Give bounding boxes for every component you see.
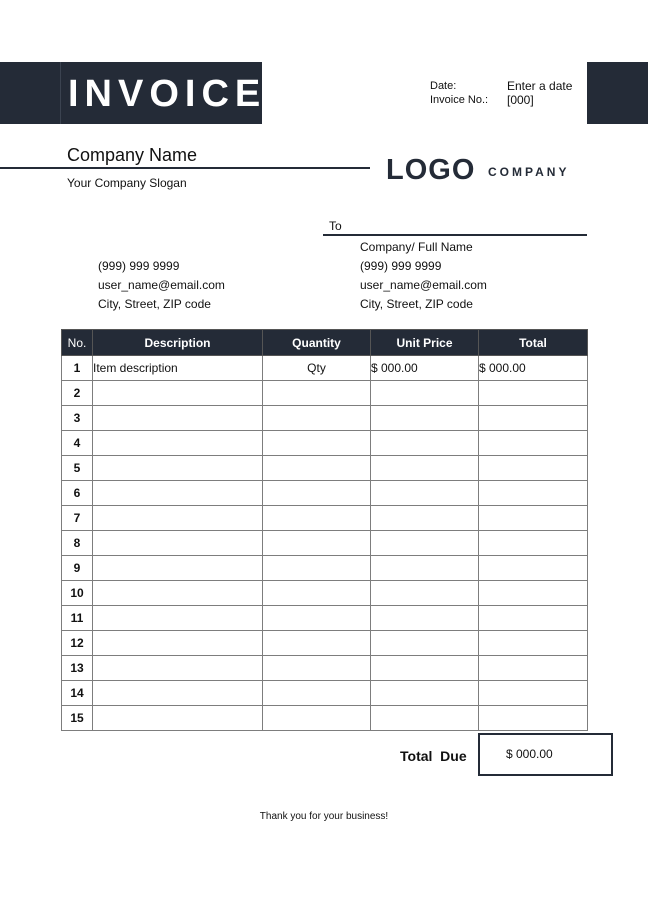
table-row [62, 531, 588, 556]
table-row [62, 706, 588, 731]
item-total-cell[interactable] [479, 481, 588, 506]
item-description-cell[interactable]: Item description [93, 356, 263, 381]
item-number-cell: 1 [62, 356, 93, 381]
item-quantity-cell[interactable] [263, 681, 371, 706]
invoice-number-value[interactable]: [000] [507, 93, 534, 107]
table-header-row [62, 330, 588, 356]
item-total-cell[interactable] [479, 656, 588, 681]
item-total-cell[interactable] [479, 556, 588, 581]
item-number-cell: 2 [62, 381, 93, 406]
item-number-cell: 7 [62, 506, 93, 531]
item-unit-price-cell[interactable] [371, 406, 479, 431]
item-unit-price-cell[interactable] [371, 556, 479, 581]
item-unit-price-cell[interactable] [371, 681, 479, 706]
item-total-cell[interactable] [479, 506, 588, 531]
item-total-cell[interactable] [479, 581, 588, 606]
header-accent-block [587, 62, 648, 124]
item-unit-price-cell[interactable] [371, 581, 479, 606]
item-quantity-cell[interactable] [263, 456, 371, 481]
company-logo-subtitle: COMPANY [488, 165, 570, 179]
item-number-cell: 9 [62, 556, 93, 581]
column-header-description: Description [93, 330, 263, 356]
item-quantity-cell[interactable]: Qty [263, 356, 371, 381]
item-unit-price-cell[interactable] [371, 431, 479, 456]
item-number-cell: 11 [62, 606, 93, 631]
item-number-cell: 5 [62, 456, 93, 481]
item-description-cell[interactable] [93, 706, 263, 731]
item-quantity-cell[interactable] [263, 706, 371, 731]
item-unit-price-cell[interactable] [371, 706, 479, 731]
item-number-cell: 6 [62, 481, 93, 506]
item-description-cell[interactable] [93, 456, 263, 481]
invoice-number-label: Invoice No.: [430, 94, 489, 106]
item-number-cell: 4 [62, 431, 93, 456]
item-description-cell[interactable] [93, 431, 263, 456]
column-header-quantity: Quantity [263, 330, 371, 356]
table-row [62, 456, 588, 481]
item-quantity-cell[interactable] [263, 531, 371, 556]
table-row [62, 581, 588, 606]
company-slogan[interactable]: Your Company Slogan [67, 176, 187, 190]
item-total-cell[interactable] [479, 681, 588, 706]
item-description-cell[interactable] [93, 656, 263, 681]
item-total-cell[interactable] [479, 531, 588, 556]
item-unit-price-cell[interactable] [371, 481, 479, 506]
column-header-unit-price: Unit Price [371, 330, 479, 356]
table-row [62, 481, 588, 506]
item-total-cell[interactable] [479, 631, 588, 656]
item-quantity-cell[interactable] [263, 656, 371, 681]
item-number-cell: 14 [62, 681, 93, 706]
item-description-cell[interactable] [93, 506, 263, 531]
invoice-title-bar [0, 62, 267, 124]
item-description-cell[interactable] [93, 556, 263, 581]
item-number-cell: 8 [62, 531, 93, 556]
item-quantity-cell[interactable] [263, 506, 371, 531]
item-total-cell[interactable] [479, 706, 588, 731]
company-logo: LOGO [386, 154, 476, 186]
table-row [62, 606, 588, 631]
sender-phone[interactable]: (999) 999 9999 [98, 259, 180, 273]
column-header-no: No. [62, 330, 93, 356]
item-quantity-cell[interactable] [263, 406, 371, 431]
item-unit-price-cell[interactable] [371, 656, 479, 681]
item-number-cell: 13 [62, 656, 93, 681]
item-description-cell[interactable] [93, 581, 263, 606]
date-label: Date: [430, 80, 457, 92]
recipient-address[interactable]: City, Street, ZIP code [360, 297, 473, 311]
item-quantity-cell[interactable] [263, 556, 371, 581]
table-row [62, 381, 588, 406]
item-quantity-cell[interactable] [263, 631, 371, 656]
company-name[interactable]: Company Name [67, 145, 198, 165]
item-quantity-cell[interactable] [263, 581, 371, 606]
recipient-phone[interactable]: (999) 999 9999 [360, 259, 442, 273]
item-quantity-cell[interactable] [263, 481, 371, 506]
sender-address[interactable]: City, Street, ZIP code [98, 297, 211, 311]
thank-you-note: Thank you for your business! [259, 811, 389, 822]
total-due-value[interactable]: $ 000.00 [478, 733, 613, 776]
item-total-cell[interactable] [479, 606, 588, 631]
table-row [62, 431, 588, 456]
date-value[interactable]: Enter a date [507, 79, 573, 93]
item-total-cell[interactable]: $ 000.00 [479, 356, 588, 381]
recipient-name[interactable]: Company/ Full Name [360, 240, 473, 254]
items-table [61, 329, 588, 731]
table-row [62, 681, 588, 706]
item-unit-price-cell[interactable] [371, 506, 479, 531]
item-description-cell[interactable] [93, 681, 263, 706]
item-description-cell[interactable] [93, 631, 263, 656]
company-name-underline [0, 167, 370, 169]
recipient-email[interactable]: user_name@email.com [360, 278, 487, 292]
item-quantity-cell[interactable] [263, 606, 371, 631]
item-description-cell[interactable] [93, 381, 263, 406]
item-description-cell[interactable] [93, 406, 263, 431]
item-description-cell[interactable] [93, 531, 263, 556]
item-number-cell: 10 [62, 581, 93, 606]
table-row [62, 406, 588, 431]
table-row [62, 356, 588, 381]
item-number-cell: 12 [62, 631, 93, 656]
to-underline [323, 234, 587, 236]
total-due-label: Total Due [400, 748, 467, 764]
table-row [62, 656, 588, 681]
table-row [62, 631, 588, 656]
item-unit-price-cell[interactable] [371, 381, 479, 406]
item-total-cell[interactable] [479, 406, 588, 431]
column-header-total: Total [479, 330, 588, 356]
item-total-cell[interactable] [479, 456, 588, 481]
table-row [62, 556, 588, 581]
table-row [62, 506, 588, 531]
item-unit-price-cell[interactable] [371, 631, 479, 656]
to-label: To [329, 219, 342, 233]
sender-email[interactable]: user_name@email.com [98, 278, 225, 292]
item-total-cell[interactable] [479, 381, 588, 406]
item-quantity-cell[interactable] [263, 431, 371, 456]
item-unit-price-cell[interactable] [371, 531, 479, 556]
item-unit-price-cell[interactable] [371, 606, 479, 631]
item-number-cell: 3 [62, 406, 93, 431]
item-unit-price-cell[interactable]: $ 000.00 [371, 356, 479, 381]
item-number-cell: 15 [62, 706, 93, 731]
item-total-cell[interactable] [479, 431, 588, 456]
item-description-cell[interactable] [93, 606, 263, 631]
item-description-cell[interactable] [93, 481, 263, 506]
invoice-title: INVOICE [68, 73, 267, 115]
item-quantity-cell[interactable] [263, 381, 371, 406]
item-unit-price-cell[interactable] [371, 456, 479, 481]
title-bar-divider [60, 62, 61, 124]
